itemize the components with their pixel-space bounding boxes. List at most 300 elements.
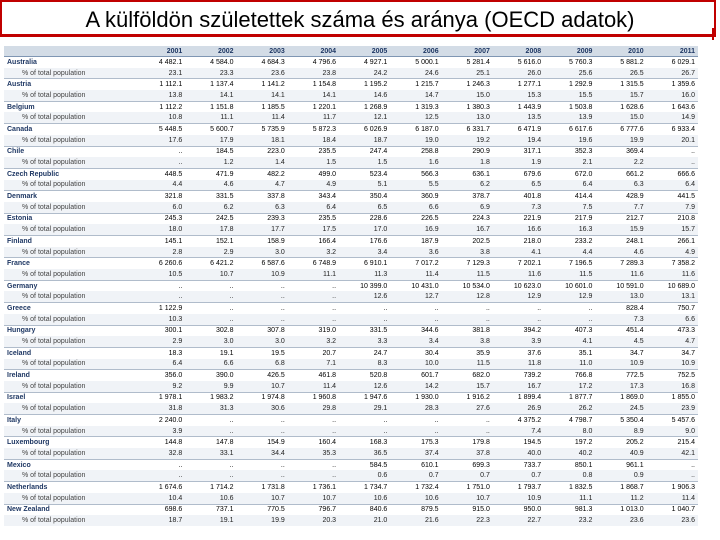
country-label: Austria <box>4 79 134 90</box>
percent-cell: 40.2 <box>544 448 595 459</box>
value-cell: 210.8 <box>647 213 698 224</box>
value-cell: 319.0 <box>288 325 339 336</box>
percent-cell: 7.3 <box>595 314 646 325</box>
value-cell: 19.1 <box>185 347 236 358</box>
value-cell: 197.2 <box>544 437 595 448</box>
value-cell: 961.1 <box>595 459 646 470</box>
value-cell: 369.4 <box>595 146 646 157</box>
value-cell: .. <box>288 459 339 470</box>
percent-cell: 11.3 <box>339 269 390 280</box>
percent-cell: .. <box>185 470 236 481</box>
value-cell: 6 029.1 <box>647 57 698 68</box>
percent-cell: 11.1 <box>544 493 595 504</box>
percent-cell: 10.9 <box>647 359 698 370</box>
percent-cell: 12.9 <box>493 291 544 302</box>
percent-label: % of total population <box>4 112 134 123</box>
percent-cell: 9.0 <box>647 426 698 437</box>
value-cell: 6 471.9 <box>493 124 544 135</box>
percent-cell: 3.3 <box>339 336 390 347</box>
value-cell: 1 154.8 <box>288 79 339 90</box>
value-cell: 610.1 <box>390 459 441 470</box>
percent-cell: 12.6 <box>339 291 390 302</box>
percent-cell: 23.9 <box>647 403 698 414</box>
value-cell: 5 881.2 <box>595 57 646 68</box>
value-cell: 223.0 <box>237 146 288 157</box>
value-cell: 733.7 <box>493 459 544 470</box>
percent-cell: 14.1 <box>288 90 339 101</box>
country-label: Israel <box>4 392 134 403</box>
percent-cell: 25.1 <box>442 68 493 79</box>
percent-cell: .. <box>493 314 544 325</box>
value-cell: .. <box>390 415 441 426</box>
percent-cell: 17.7 <box>237 224 288 235</box>
value-cell: 6 617.6 <box>544 124 595 135</box>
percent-cell: 3.9 <box>493 336 544 347</box>
value-cell: 915.0 <box>442 504 493 515</box>
value-cell: 1 751.0 <box>442 482 493 493</box>
value-cell: 352.3 <box>544 146 595 157</box>
percent-cell: 22.3 <box>442 515 493 526</box>
percent-cell: 18.1 <box>237 135 288 146</box>
year-header: 2009 <box>544 46 595 57</box>
percent-cell: 37.8 <box>442 448 493 459</box>
value-cell: 158.9 <box>237 236 288 247</box>
percent-cell: 10.8 <box>134 112 185 123</box>
percent-label: % of total population <box>4 269 134 280</box>
value-cell: 224.3 <box>442 213 493 224</box>
percent-cell: 10.9 <box>237 269 288 280</box>
percent-cell: 23.1 <box>134 68 185 79</box>
percent-cell: 0.7 <box>442 470 493 481</box>
value-cell: 4 684.3 <box>237 57 288 68</box>
table-row-percent <box>4 112 698 123</box>
percent-cell: 34.4 <box>237 448 288 459</box>
percent-cell: 23.8 <box>288 68 339 79</box>
percent-cell: 6.5 <box>493 180 544 191</box>
percent-cell: .. <box>288 426 339 437</box>
percent-cell: 10.0 <box>390 359 441 370</box>
country-label: Mexico <box>4 459 134 470</box>
value-cell: 218.0 <box>493 236 544 247</box>
value-cell: 699.3 <box>442 459 493 470</box>
value-cell: 1 916.2 <box>442 392 493 403</box>
percent-cell: 15.0 <box>442 90 493 101</box>
value-cell: 482.2 <box>237 168 288 179</box>
percent-cell: 8.0 <box>544 426 595 437</box>
value-cell: 6 331.7 <box>442 124 493 135</box>
table-row-percent <box>4 90 698 101</box>
percent-cell: 1.5 <box>288 157 339 168</box>
value-cell: 18.3 <box>134 347 185 358</box>
percent-label: % of total population <box>4 515 134 526</box>
percent-cell: 10.7 <box>185 269 236 280</box>
value-cell: .. <box>134 459 185 470</box>
value-cell: 1 195.2 <box>339 79 390 90</box>
percent-cell: 5.5 <box>390 180 441 191</box>
value-cell: 10 534.0 <box>442 280 493 291</box>
percent-cell: 0.7 <box>390 470 441 481</box>
table-row-percent <box>4 359 698 370</box>
value-cell: 523.4 <box>339 168 390 179</box>
percent-cell: 9.2 <box>134 381 185 392</box>
country-label: Luxembourg <box>4 437 134 448</box>
value-cell: 1 443.9 <box>493 101 544 112</box>
percent-cell: 15.3 <box>493 90 544 101</box>
year-header: 2005 <box>339 46 390 57</box>
percent-cell: 11.8 <box>493 359 544 370</box>
table-row-country <box>4 370 698 381</box>
value-cell: 258.8 <box>390 146 441 157</box>
value-cell: 35.1 <box>544 347 595 358</box>
percent-cell: 10.5 <box>134 269 185 280</box>
percent-label: % of total population <box>4 336 134 347</box>
value-cell: 302.8 <box>185 325 236 336</box>
table-row-percent <box>4 515 698 526</box>
percent-cell: 16.3 <box>544 224 595 235</box>
value-cell: .. <box>237 280 288 291</box>
percent-cell: 5.1 <box>339 180 390 191</box>
value-cell: 1 793.7 <box>493 482 544 493</box>
value-cell: 7 196.5 <box>544 258 595 269</box>
percent-cell: .. <box>544 314 595 325</box>
page-title: A külföldön születettek száma és aránya (OECD adatok) <box>85 7 635 32</box>
value-cell: 245.3 <box>134 213 185 224</box>
value-cell: 426.5 <box>237 370 288 381</box>
country-label: New Zealand <box>4 504 134 515</box>
value-cell: 828.4 <box>595 303 646 314</box>
value-cell: .. <box>185 280 236 291</box>
value-cell: 1 112.1 <box>134 79 185 90</box>
value-cell: 34.7 <box>595 347 646 358</box>
value-cell: 1 855.0 <box>647 392 698 403</box>
country-label: Belgium <box>4 101 134 112</box>
percent-cell: 18.7 <box>134 515 185 526</box>
percent-label: % of total population <box>4 157 134 168</box>
percent-cell: .. <box>442 314 493 325</box>
table-row-country <box>4 258 698 269</box>
value-cell: 343.4 <box>288 191 339 202</box>
value-cell: 1 736.1 <box>288 482 339 493</box>
percent-cell: .. <box>237 291 288 302</box>
percent-cell: 18.7 <box>339 135 390 146</box>
percent-label: % of total population <box>4 381 134 392</box>
value-cell: 10 431.0 <box>390 280 441 291</box>
percent-cell: 11.4 <box>288 381 339 392</box>
percent-cell: 4.1 <box>493 247 544 258</box>
percent-cell: 8.3 <box>339 359 390 370</box>
percent-cell: 2.9 <box>134 336 185 347</box>
percent-cell: 16.6 <box>493 224 544 235</box>
percent-cell: 1.6 <box>390 157 441 168</box>
value-cell: 1 732.4 <box>390 482 441 493</box>
percent-cell: .. <box>134 157 185 168</box>
year-header: 2008 <box>493 46 544 57</box>
country-label: Italy <box>4 415 134 426</box>
percent-cell: 13.0 <box>442 112 493 123</box>
table-row-percent <box>4 381 698 392</box>
table-row-country <box>4 392 698 403</box>
value-cell: 1 151.8 <box>185 101 236 112</box>
value-cell: 394.2 <box>493 325 544 336</box>
percent-cell: 4.9 <box>647 247 698 258</box>
value-cell: 7 358.2 <box>647 258 698 269</box>
percent-cell: 2.9 <box>185 247 236 258</box>
percent-cell: .. <box>134 291 185 302</box>
value-cell: 147.8 <box>185 437 236 448</box>
percent-cell: 14.6 <box>339 90 390 101</box>
value-cell: 1 868.7 <box>595 482 646 493</box>
value-cell: .. <box>288 415 339 426</box>
percent-cell: 14.2 <box>390 381 441 392</box>
percent-cell: 12.8 <box>442 291 493 302</box>
value-cell: 1 185.5 <box>237 101 288 112</box>
percent-cell: 26.7 <box>647 68 698 79</box>
percent-cell: 15.0 <box>595 112 646 123</box>
value-cell: 239.3 <box>237 213 288 224</box>
value-cell: 152.1 <box>185 236 236 247</box>
value-cell: 381.8 <box>442 325 493 336</box>
value-cell: 5 350.4 <box>595 415 646 426</box>
table-row-country <box>4 101 698 112</box>
table-row-country <box>4 57 698 68</box>
value-cell: 441.5 <box>647 191 698 202</box>
table-row-country <box>4 303 698 314</box>
percent-label: % of total population <box>4 448 134 459</box>
percent-label: % of total population <box>4 314 134 325</box>
percent-cell: 12.1 <box>339 112 390 123</box>
value-cell: 1 215.7 <box>390 79 441 90</box>
percent-cell: 6.6 <box>185 359 236 370</box>
percent-label: % of total population <box>4 426 134 437</box>
value-cell: 6 587.6 <box>237 258 288 269</box>
percent-cell: 6.4 <box>134 359 185 370</box>
percent-cell: 11.2 <box>595 493 646 504</box>
percent-label: % of total population <box>4 493 134 504</box>
table-row-percent <box>4 314 698 325</box>
percent-cell: .. <box>390 426 441 437</box>
value-cell: 10 601.0 <box>544 280 595 291</box>
value-cell: 636.1 <box>442 168 493 179</box>
value-cell: 168.3 <box>339 437 390 448</box>
percent-cell: 3.0 <box>237 247 288 258</box>
value-cell: 5 000.1 <box>390 57 441 68</box>
percent-cell: 17.0 <box>339 224 390 235</box>
percent-cell: 16.0 <box>647 90 698 101</box>
percent-cell: 3.8 <box>442 336 493 347</box>
percent-cell: 17.3 <box>595 381 646 392</box>
percent-cell: 6.5 <box>339 202 390 213</box>
percent-cell: .. <box>237 314 288 325</box>
value-cell: 1 947.6 <box>339 392 390 403</box>
percent-cell: 6.6 <box>390 202 441 213</box>
value-cell: 317.1 <box>493 146 544 157</box>
percent-cell: 10.7 <box>288 493 339 504</box>
value-cell: 24.7 <box>339 347 390 358</box>
percent-cell: 1.9 <box>493 157 544 168</box>
percent-cell: 14.1 <box>185 90 236 101</box>
value-cell: 175.3 <box>390 437 441 448</box>
percent-cell: 6.2 <box>185 202 236 213</box>
percent-cell: 23.6 <box>647 515 698 526</box>
percent-cell: 15.7 <box>595 90 646 101</box>
table-row-country <box>4 459 698 470</box>
value-cell: 5 760.3 <box>544 57 595 68</box>
percent-cell: 18.0 <box>134 224 185 235</box>
value-cell: 233.2 <box>544 236 595 247</box>
percent-cell: 2.2 <box>595 157 646 168</box>
percent-cell: 37.4 <box>390 448 441 459</box>
title-underline-tick <box>712 28 714 40</box>
value-cell: 1 731.8 <box>237 482 288 493</box>
percent-cell: 17.9 <box>185 135 236 146</box>
value-cell: 1 930.0 <box>390 392 441 403</box>
country-label: Finland <box>4 236 134 247</box>
value-cell: 337.8 <box>237 191 288 202</box>
value-cell: 4 375.2 <box>493 415 544 426</box>
percent-cell: 10.7 <box>237 381 288 392</box>
value-cell: .. <box>237 459 288 470</box>
value-cell: 850.1 <box>544 459 595 470</box>
value-cell: 19.5 <box>237 347 288 358</box>
table-row-country <box>4 168 698 179</box>
table-row-country <box>4 347 698 358</box>
percent-label: % of total population <box>4 224 134 235</box>
table-row-percent <box>4 224 698 235</box>
country-label: Iceland <box>4 347 134 358</box>
percent-cell: 24.2 <box>339 68 390 79</box>
percent-cell: 26.5 <box>595 68 646 79</box>
value-cell: 7 202.1 <box>493 258 544 269</box>
value-cell: 1 906.3 <box>647 482 698 493</box>
percent-cell: 2.8 <box>134 247 185 258</box>
value-cell: 6 777.6 <box>595 124 646 135</box>
value-cell: 4 796.6 <box>288 57 339 68</box>
value-cell: .. <box>339 415 390 426</box>
value-cell: 4 798.7 <box>544 415 595 426</box>
value-cell: 5 735.9 <box>237 124 288 135</box>
header-corner <box>4 46 134 57</box>
value-cell: 737.1 <box>185 504 236 515</box>
year-header: 2001 <box>134 46 185 57</box>
percent-cell: 6.8 <box>237 359 288 370</box>
table-row-country <box>4 280 698 291</box>
percent-cell: 3.9 <box>134 426 185 437</box>
table-header-row <box>4 46 698 57</box>
value-cell: 1 292.9 <box>544 79 595 90</box>
table-row-percent <box>4 470 698 481</box>
percent-cell: 3.4 <box>339 247 390 258</box>
percent-cell: 22.7 <box>493 515 544 526</box>
value-cell: 266.1 <box>647 236 698 247</box>
value-cell: 1 013.0 <box>595 504 646 515</box>
percent-cell: 11.4 <box>390 269 441 280</box>
value-cell: 247.4 <box>339 146 390 157</box>
year-header: 2004 <box>288 46 339 57</box>
value-cell: .. <box>237 303 288 314</box>
percent-cell: .. <box>288 291 339 302</box>
country-label: Hungary <box>4 325 134 336</box>
value-cell: 5 616.0 <box>493 57 544 68</box>
percent-cell: 30.6 <box>237 403 288 414</box>
table-row-country <box>4 124 698 135</box>
percent-cell: 10.6 <box>185 493 236 504</box>
percent-cell: 3.4 <box>390 336 441 347</box>
table-row-country <box>4 437 698 448</box>
value-cell: 414.4 <box>544 191 595 202</box>
value-cell: 378.7 <box>442 191 493 202</box>
percent-cell: 14.1 <box>237 90 288 101</box>
percent-label: % of total population <box>4 202 134 213</box>
value-cell: 390.0 <box>185 370 236 381</box>
value-cell: .. <box>185 415 236 426</box>
percent-cell: 6.3 <box>595 180 646 191</box>
value-cell: 331.5 <box>185 191 236 202</box>
percent-cell: 21.6 <box>390 515 441 526</box>
percent-cell: 40.0 <box>493 448 544 459</box>
percent-cell: .. <box>237 470 288 481</box>
value-cell: 226.5 <box>390 213 441 224</box>
value-cell: 217.9 <box>544 213 595 224</box>
percent-cell: .. <box>390 314 441 325</box>
country-label: Canada <box>4 124 134 135</box>
percent-cell: 10.9 <box>595 359 646 370</box>
value-cell: 350.4 <box>339 191 390 202</box>
value-cell: 166.4 <box>288 236 339 247</box>
percent-cell: 1.4 <box>237 157 288 168</box>
country-label: France <box>4 258 134 269</box>
value-cell: 205.2 <box>595 437 646 448</box>
percent-cell: 10.7 <box>237 493 288 504</box>
percent-cell: 6.4 <box>647 180 698 191</box>
value-cell: 1 268.9 <box>339 101 390 112</box>
value-cell: 235.5 <box>288 213 339 224</box>
value-cell: 1 674.6 <box>134 482 185 493</box>
percent-cell: 14.7 <box>390 90 441 101</box>
table-row-percent <box>4 493 698 504</box>
value-cell: 601.7 <box>390 370 441 381</box>
value-cell: .. <box>134 146 185 157</box>
value-cell: .. <box>493 303 544 314</box>
table-row-percent <box>4 291 698 302</box>
percent-cell: 11.5 <box>442 359 493 370</box>
percent-cell: 4.6 <box>185 180 236 191</box>
value-cell: 202.5 <box>442 236 493 247</box>
value-cell: 661.2 <box>595 168 646 179</box>
year-header: 2006 <box>390 46 441 57</box>
value-cell: 187.9 <box>390 236 441 247</box>
table-row-country <box>4 79 698 90</box>
value-cell: 4 927.1 <box>339 57 390 68</box>
percent-label: % of total population <box>4 68 134 79</box>
percent-cell: 11.6 <box>493 269 544 280</box>
value-cell: 1 503.8 <box>544 101 595 112</box>
value-cell: 981.3 <box>544 504 595 515</box>
value-cell: 1 359.6 <box>647 79 698 90</box>
table-row-percent <box>4 336 698 347</box>
value-cell: 1 978.1 <box>134 392 185 403</box>
table-row-country <box>4 146 698 157</box>
percent-cell: 19.9 <box>237 515 288 526</box>
value-cell: 473.3 <box>647 325 698 336</box>
percent-cell: 3.2 <box>288 336 339 347</box>
percent-cell: 1.8 <box>442 157 493 168</box>
percent-cell: 6.4 <box>288 202 339 213</box>
percent-cell: 19.9 <box>595 135 646 146</box>
value-cell: 739.2 <box>493 370 544 381</box>
value-cell: 344.6 <box>390 325 441 336</box>
percent-cell: 11.5 <box>544 269 595 280</box>
percent-cell: 17.5 <box>288 224 339 235</box>
